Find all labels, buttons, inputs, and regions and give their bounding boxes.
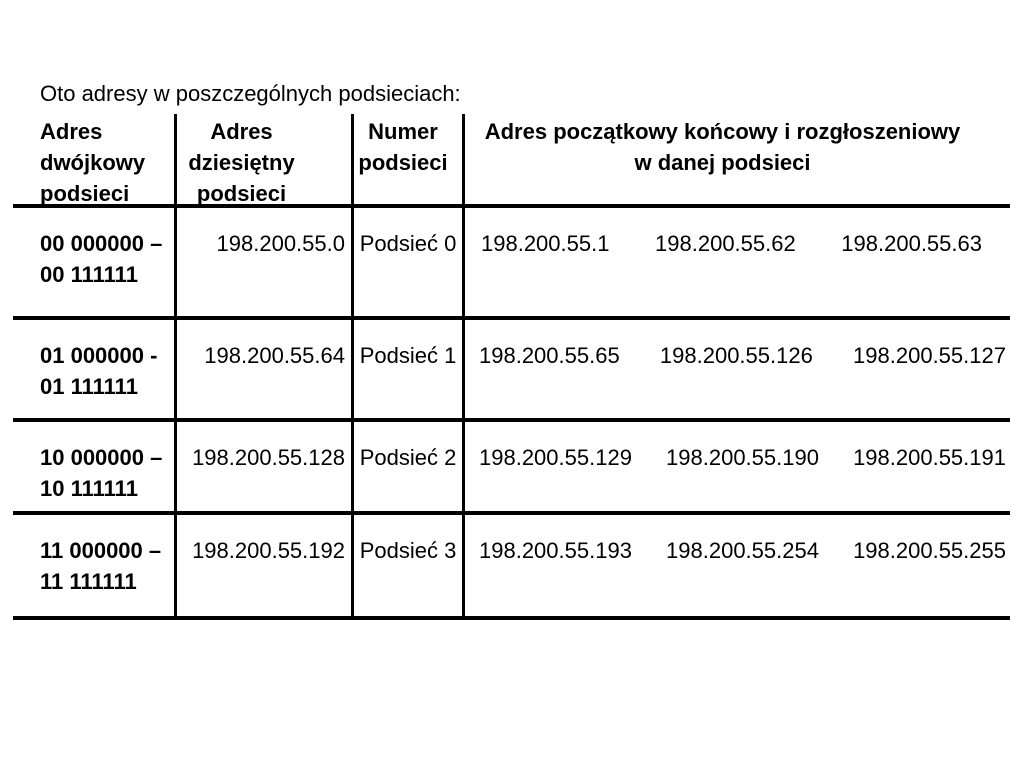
cell-subnet-number: Podsieć 1 <box>354 320 465 422</box>
cell-address-range <box>465 320 1010 422</box>
cell-subnet-number: Podsieć 0 <box>354 208 465 320</box>
header-line: Adres <box>40 119 103 144</box>
binary-line: 10 000000 – <box>40 445 163 470</box>
binary-line: 10 111111 <box>40 476 138 501</box>
header-line: dwójkowy <box>40 150 146 175</box>
binary-line: 01 000000 - <box>40 343 158 368</box>
header-address-range <box>465 114 1010 208</box>
address-first: 198.200.55.65 <box>479 343 620 368</box>
subnet-table <box>13 114 1010 620</box>
header-line: podsieci <box>358 150 448 175</box>
address-first: 198.200.55.129 <box>479 445 632 470</box>
address-last: 198.200.55.190 <box>666 445 819 470</box>
address-first: 198.200.55.1 <box>481 231 610 256</box>
header-binary-address <box>13 114 177 208</box>
page-title: Oto adresy w poszczególnych podsieciach: <box>40 81 461 106</box>
cell-subnet-number: Podsieć 3 <box>354 515 465 620</box>
cell-address-range <box>465 422 1010 515</box>
cell-decimal-address: 198.200.55.64 <box>177 320 354 422</box>
address-first: 198.200.55.193 <box>479 538 632 563</box>
binary-line: 00 000000 – <box>40 231 163 256</box>
header-line: dziesiętny <box>188 150 295 175</box>
cell-decimal-address: 198.200.55.192 <box>177 515 354 620</box>
address-broadcast: 198.200.55.63 <box>841 231 982 256</box>
cell-decimal-address: 198.200.55.0 <box>177 208 354 320</box>
header-line: Adres początkowy końcowy i rozgłoszeniowy <box>484 119 961 144</box>
binary-line: 11 000000 – <box>40 538 162 563</box>
header-line: podsieci <box>196 181 287 206</box>
cell-binary-range <box>13 320 177 422</box>
address-broadcast: 198.200.55.191 <box>853 445 1006 470</box>
header-subnet-number <box>354 114 465 208</box>
header-line: Adres <box>210 119 273 144</box>
address-broadcast: 198.200.55.255 <box>853 538 1006 563</box>
header-decimal-address <box>177 114 354 208</box>
cell-binary-range <box>13 422 177 515</box>
header-line: podsieci <box>40 181 130 206</box>
address-last: 198.200.55.126 <box>659 343 813 368</box>
cell-decimal-address: 198.200.55.128 <box>177 422 354 515</box>
cell-address-range <box>465 208 1010 320</box>
address-last: 198.200.55.254 <box>666 538 819 563</box>
binary-line: 01 111111 <box>40 374 138 399</box>
address-broadcast: 198.200.55.127 <box>853 343 1006 368</box>
cell-address-range <box>465 515 1010 620</box>
binary-line: 00 111111 <box>40 262 138 287</box>
cell-binary-range <box>13 208 177 320</box>
cell-binary-range <box>13 515 177 620</box>
cell-subnet-number: Podsieć 2 <box>354 422 465 515</box>
address-last: 198.200.55.62 <box>655 231 796 256</box>
header-line: Numer <box>368 119 438 144</box>
binary-line: 11 111111 <box>40 569 137 594</box>
header-line: w danej podsieci <box>634 150 811 175</box>
